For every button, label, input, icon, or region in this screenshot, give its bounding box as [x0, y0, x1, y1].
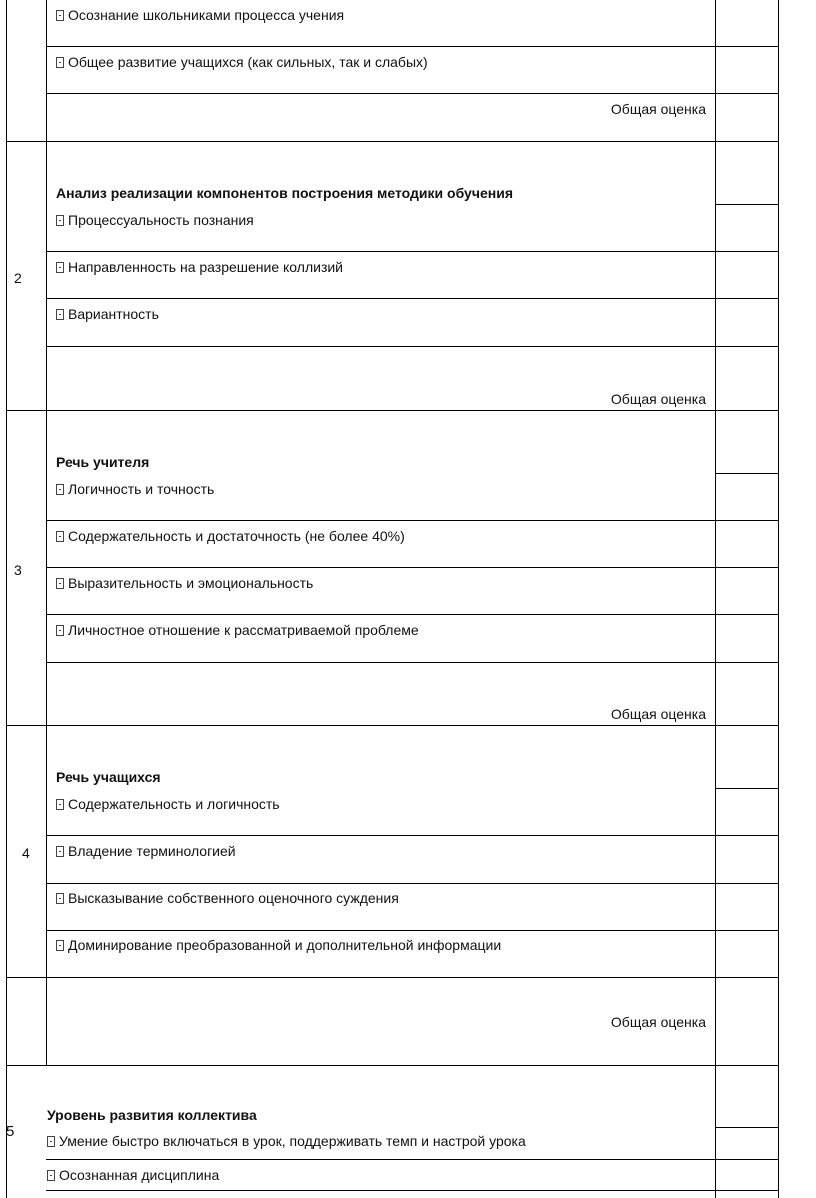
criterion-item: Содержательность и логичность: [56, 796, 280, 812]
bullet-icon: [56, 215, 64, 226]
bullet-icon: [56, 799, 64, 810]
bullet-icon: [56, 625, 64, 636]
bullet-icon: [56, 846, 64, 857]
row-number: 4: [22, 845, 30, 861]
bullet-icon: [56, 531, 64, 542]
criterion-item: Выразительность и эмоциональность: [56, 575, 313, 591]
row-number: 2: [14, 270, 22, 286]
bullet-icon: [47, 1136, 55, 1147]
criterion-item: Вариантность: [56, 306, 159, 322]
bullet-icon: [56, 309, 64, 320]
total-score-label: Общая оценка: [610, 101, 706, 117]
criterion-item: Общее развитие учащихся (как сильных, так и слабых): [56, 54, 428, 70]
bullet-icon: [56, 940, 64, 951]
bullet-icon: [56, 10, 64, 21]
bullet-icon: [56, 578, 64, 589]
bullet-icon: [56, 893, 64, 904]
criterion-item: Осознание школьниками процесса учения: [56, 7, 344, 23]
criterion-item: Направленность на разрешение коллизий: [56, 259, 343, 275]
total-score-label: Общая оценка: [610, 391, 706, 407]
criterion-item: Логичность и точность: [56, 481, 214, 497]
criterion-item: Доминирование преобразованной и дополнительной информации: [56, 937, 501, 953]
section-title: Уровень развития коллектива: [47, 1107, 257, 1123]
section-title: Речь учителя: [56, 454, 150, 470]
bullet-icon: [56, 57, 64, 68]
total-score-label: Общая оценка: [610, 706, 706, 722]
row-number: 3: [14, 562, 22, 578]
bullet-icon: [56, 262, 64, 273]
section-title: Речь учащихся: [56, 769, 161, 785]
criterion-item: Владение терминологией: [56, 843, 236, 859]
total-score-label: Общая оценка: [610, 1014, 706, 1030]
criterion-item: Осознанная дисциплина: [47, 1167, 219, 1183]
criterion-item: Высказывание собственного оценочного суждения: [56, 890, 399, 906]
row-number: 5: [6, 1123, 15, 1140]
criterion-item: Процессуальность познания: [56, 212, 254, 228]
criterion-item: Умение быстро включаться в урок, поддерживать темп и настрой урока: [47, 1133, 526, 1149]
section-title: Анализ реализации компонентов построения методики обучения: [56, 185, 513, 201]
criterion-item: Личностное отношение к рассматриваемой проблеме: [56, 622, 419, 638]
bullet-icon: [56, 484, 64, 495]
bullet-icon: [47, 1170, 55, 1181]
criterion-item: Содержательность и достаточность (не более 40%): [56, 528, 405, 544]
